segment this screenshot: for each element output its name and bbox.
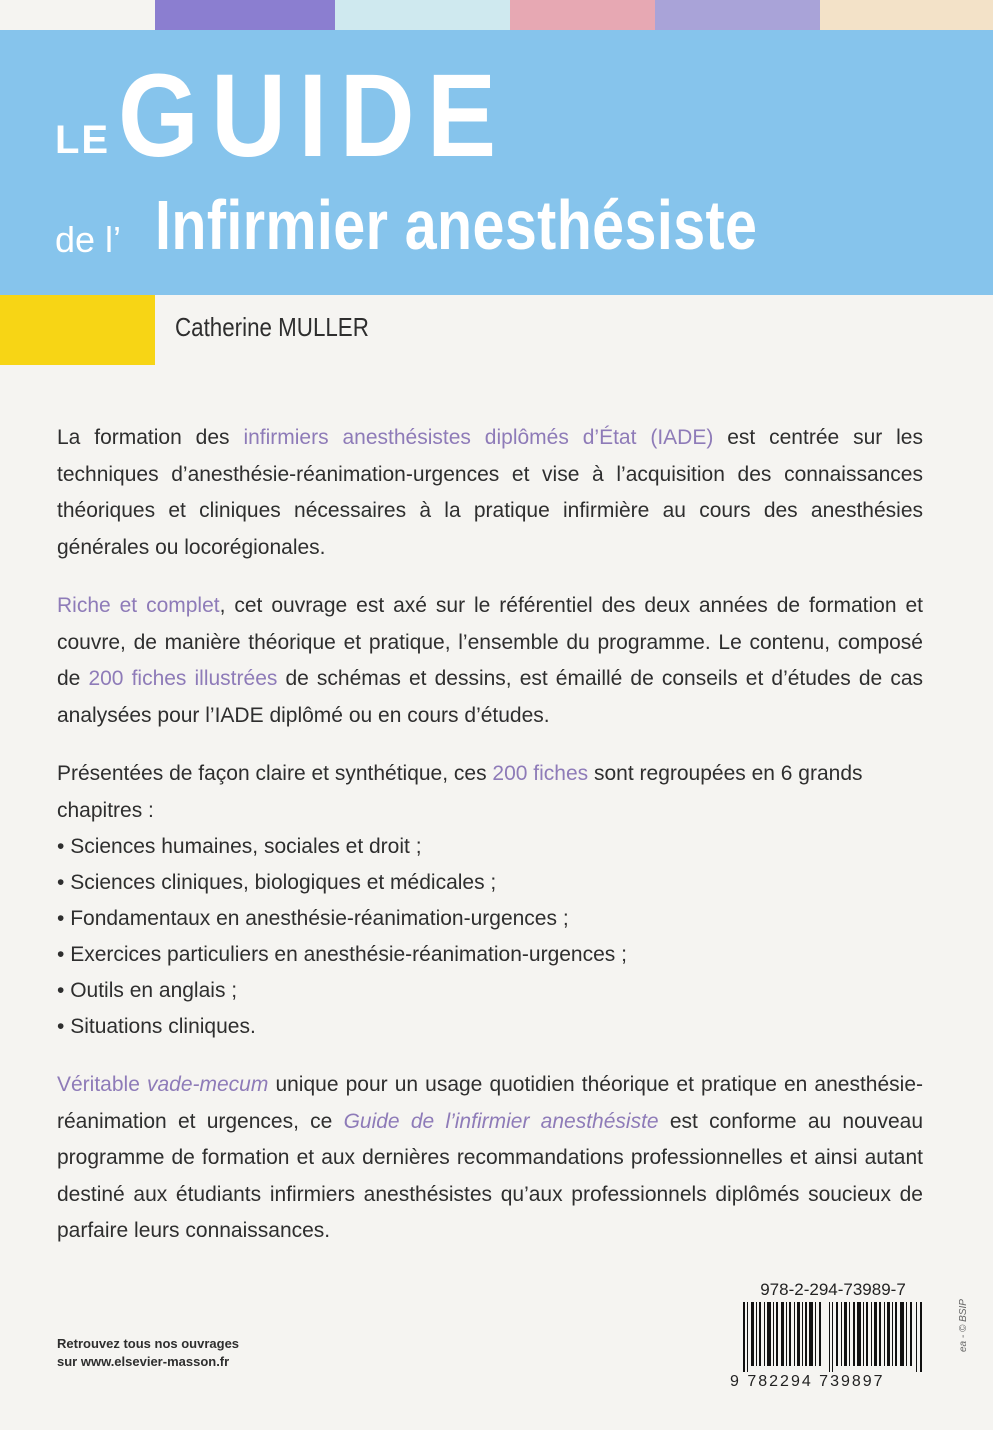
list-item: • Outils en anglais ; xyxy=(57,973,923,1009)
list-item: • Situations cliniques. xyxy=(57,1009,923,1045)
yellow-accent-block xyxy=(0,295,155,365)
highlight-vade-mecum: vade-mecum xyxy=(146,1073,269,1096)
stripe-5 xyxy=(655,0,820,30)
color-stripe-bar xyxy=(0,0,993,30)
chapters-list xyxy=(57,829,923,1045)
isbn-text: 978-2-294-73989-7 xyxy=(760,1280,906,1299)
author-name: Catherine MULLER xyxy=(175,312,369,342)
paragraph-intro: La formation des infirmiers anesthésistes diplômés d’État (IADE) est centrée sur les techniques d’anesthésie-réanimation-urgences et vise à l’acquisition des connaissances théoriques et cliniques nécessaires à la pratique infirmière au cours des anesthésies générales ou locorégionales. xyxy=(57,426,923,559)
list-item: • Exercices particuliers en anesthésie-réanimation-urgences ; xyxy=(57,937,923,973)
highlight-riche: Riche et complet xyxy=(57,594,220,617)
barcode-icon xyxy=(743,1302,923,1372)
stripe-6 xyxy=(820,0,993,30)
back-cover-text xyxy=(57,420,923,1272)
highlight-200-fiches: 200 fiches illustrées xyxy=(88,667,278,690)
highlight-fiches: 200 fiches xyxy=(492,762,589,785)
paragraph-chapters-intro: Présentées de façon claire et synthétique, ces 200 fiches sont regroupées en 6 grands chapitres : xyxy=(57,762,863,822)
title-le: LE xyxy=(55,118,111,162)
stripe-3 xyxy=(335,0,510,30)
list-item: • Fondamentaux en anesthésie-réanimation-urgences ; xyxy=(57,901,923,937)
title-de: de l’ xyxy=(55,219,122,260)
highlight-guide-title: Guide de l’infirmier anesthésiste xyxy=(343,1109,659,1133)
paragraph-conclusion: Véritable vade-mecum unique pour un usage quotidien théorique et pratique en anesthésie-réanimation et urgences, ce Guide de l’infirmier anesthésiste est conforme au nouveau programme de formation et aux dernières recommandations professionnelles et ainsi autant destiné aux étudiants infirmiers anesthésistes qu’aux professionnels diplômés soucieux de parfaire leurs connaissances. xyxy=(57,1073,924,1242)
publisher-footer: Retrouvez tous nos ouvrages sur www.elsevier-masson.fr xyxy=(57,1336,240,1369)
stripe-2 xyxy=(155,0,335,30)
highlight-iade: infirmiers anesthésistes diplômés d’État (IADE) xyxy=(243,426,714,449)
stripe-4 xyxy=(510,0,655,30)
photo-credit: ea - © BSIP xyxy=(958,1299,969,1352)
paragraph-content: Riche et complet, cet ouvrage est axé sur le référentiel des deux années de formation et couvre, de manière théorique et pratique, l’ensemble du programme. Le contenu, composé de 200 fiches illustrées de schémas et dessins, est émaillé de conseils et d’études de cas analysées pour l’IADE diplômé ou en cours d’études. xyxy=(57,594,923,727)
website-link[interactable]: sur www.elsevier-masson.fr xyxy=(57,1354,230,1369)
list-item: • Sciences humaines, sociales et droit ; xyxy=(57,829,923,865)
stripe-1 xyxy=(0,0,155,30)
barcode-number: 9 782294 739897 xyxy=(730,1373,885,1390)
title-main: Infirmier anesthésiste xyxy=(155,186,758,264)
list-item: • Sciences cliniques, biologiques et médicales ; xyxy=(57,865,923,901)
title-guide: GUIDE xyxy=(118,50,509,182)
